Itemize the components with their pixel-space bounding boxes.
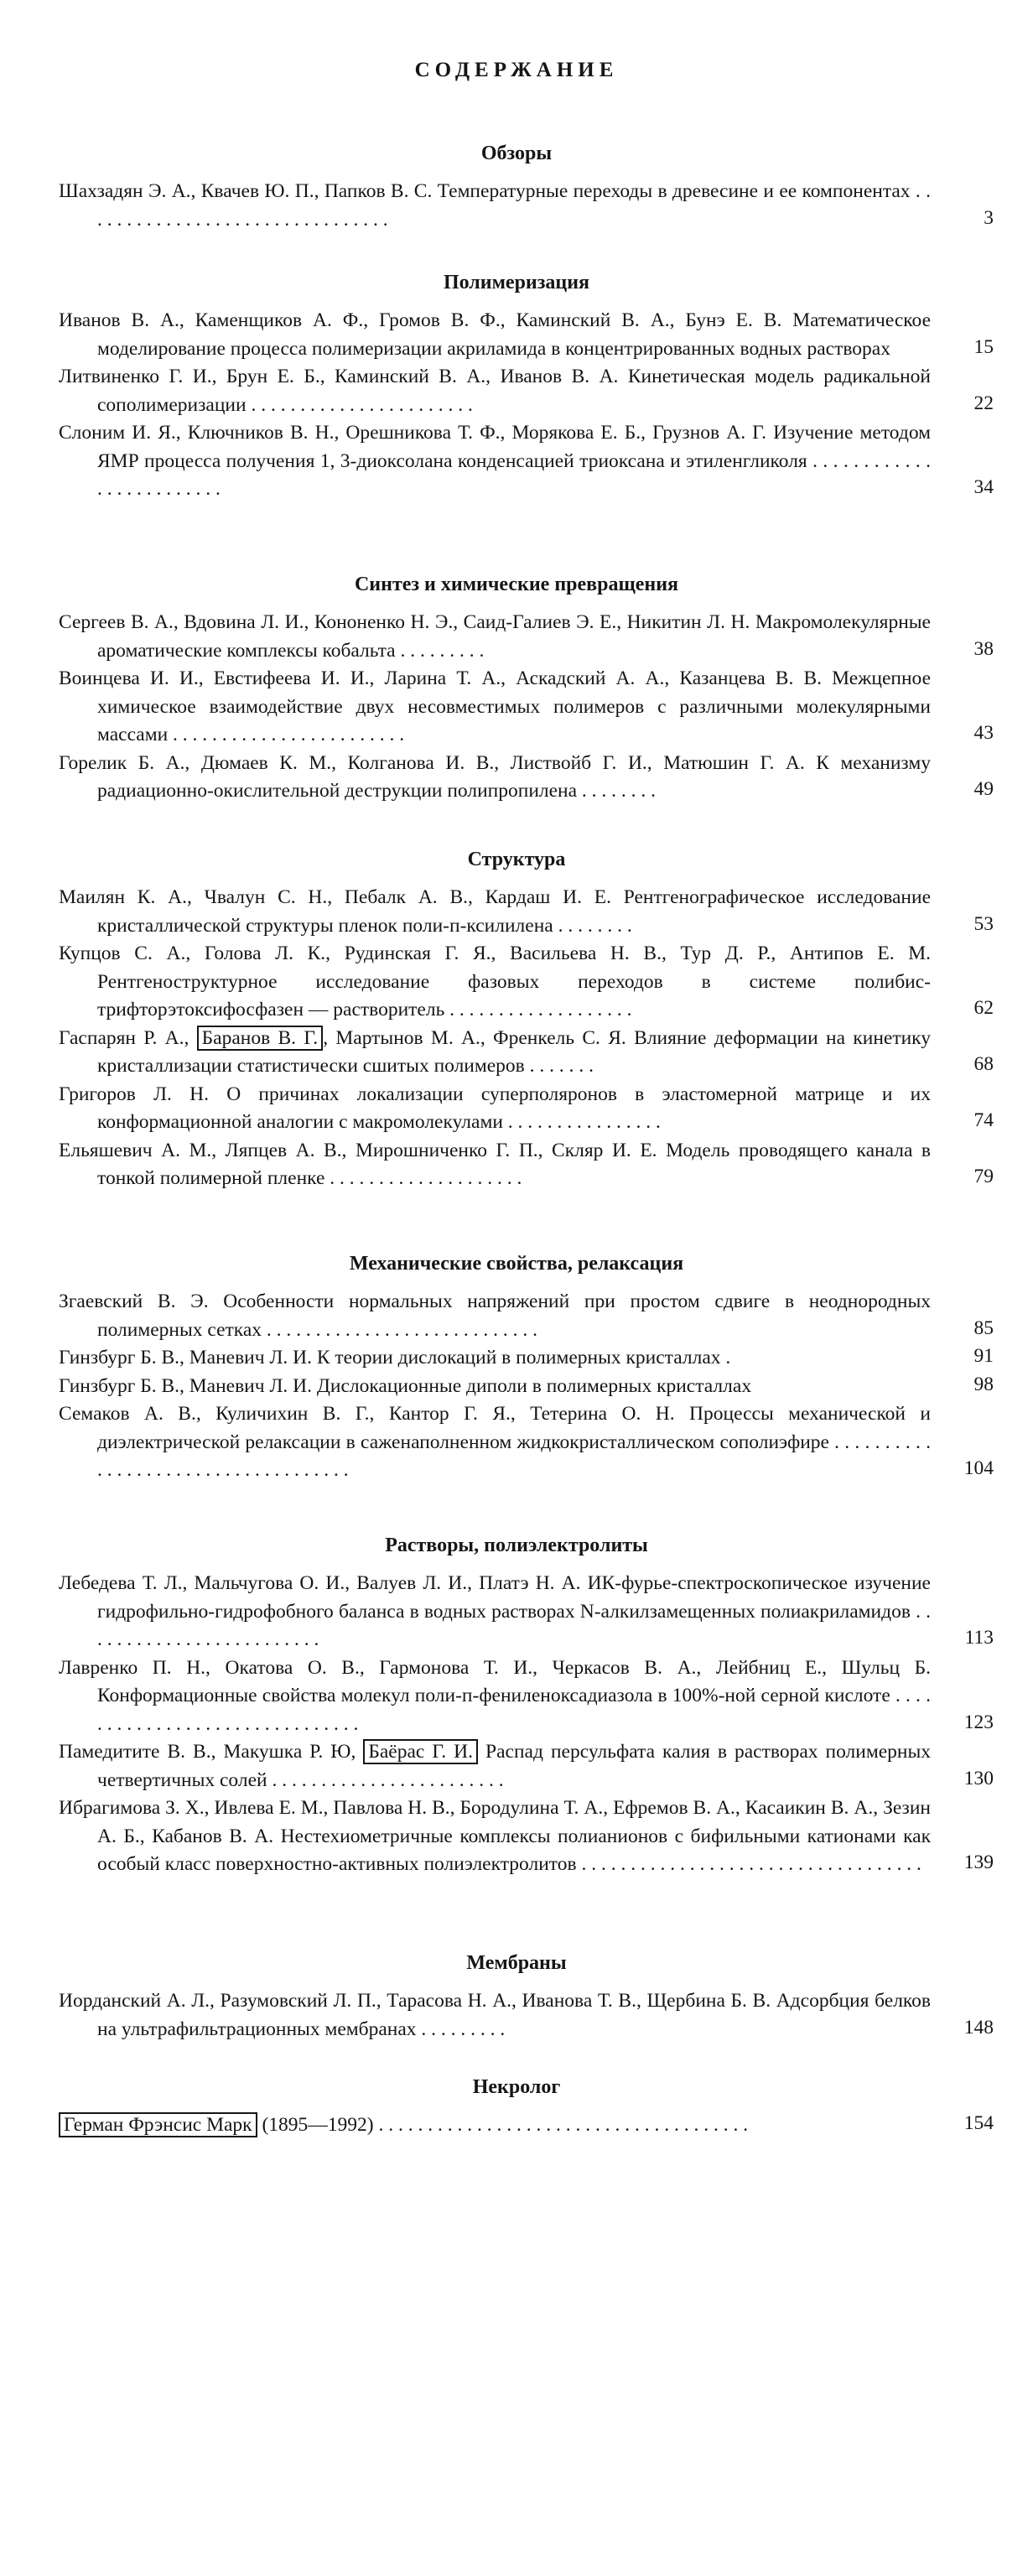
entry-text xyxy=(59,307,931,363)
toc-section xyxy=(0,1950,1033,2044)
toc-entry[interactable] xyxy=(59,940,994,1025)
entry-authors-prefix: Гаспарян Р. А., xyxy=(59,1026,197,1049)
section-title: Синтез и химические превращения xyxy=(354,574,679,595)
toc-entry[interactable] xyxy=(59,1570,994,1654)
entry-text xyxy=(59,419,931,504)
entry-title: Слоним И. Я., Ключников В. Н., Орешникова Т. Ф., Морякова Е. Б., Грузнов А. Г. Изучение методом ЯМР процесса получения 1, 3-диоксолана конденсацией триоксана и этиленгликоля . . . . . . . . . . . . . . . . . . . . . . . . . xyxy=(59,422,931,500)
toc-entry[interactable] xyxy=(59,1400,994,1485)
entry-text xyxy=(59,1794,931,1879)
entry-page-number: 139 xyxy=(963,1852,994,1873)
toc-entry[interactable] xyxy=(59,419,994,504)
entry-page-number: 98 xyxy=(973,1373,994,1395)
section-title: Механические свойства, релаксация xyxy=(349,1253,684,1275)
entry-title: Литвиненко Г. И., Брун Е. Б., Каминский В. А., Иванов В. А. Кинетическая модель радикальной сополимеризации . . . . . . . . . . . . . . . . . . . . . . . xyxy=(59,366,931,416)
entry-title: Семаков А. В., Куличихин В. Г., Кантор Г. Я., Тетерина О. Н. Процессы механической и диэлектрической релаксации в саженаполненном жидкокристаллическом сополиэфире . . . . . . . . . . . . . . . . . . . . . . . . . . . . . . . . . . . . xyxy=(59,1403,931,1481)
entry-title: (1895—1992) . . . . . . . . . . . . . . . . . . . . . . . . . . . . . . . . . . . . . . xyxy=(257,2114,749,2136)
toc-entry[interactable] xyxy=(59,2111,994,2140)
section-title: Структура xyxy=(467,849,566,870)
boxed-name: Герман Фрэнсис Марк xyxy=(59,2112,257,2137)
entry-text xyxy=(59,1373,931,1401)
toc-entry[interactable] xyxy=(59,884,994,940)
entry-page-number: 3 xyxy=(984,206,994,229)
entry-title: Гинзбург Б. В., Маневич Л. И. К теории дислокаций в полимерных кристаллах . xyxy=(59,1347,731,1368)
toc-entry[interactable] xyxy=(59,1987,994,2044)
entry-page-number: 74 xyxy=(973,1109,994,1131)
toc-entry[interactable] xyxy=(59,1738,994,1794)
boxed-name: Баранов В. Г. xyxy=(197,1026,324,1051)
page-title: СОДЕРЖАНИЕ xyxy=(414,59,619,81)
entry-title: Воинцева И. И., Евстифеева И. И., Ларина Т. А., Аскадский А. А., Казанцева В. В. Межцепное химическое взаимодействие двух несовместимых полимеров с различными молекулярными массами . . . . . . . . . . . . . . . . . . . . . . . . xyxy=(59,667,931,745)
section-title: Мембраны xyxy=(466,1952,567,1974)
entry-page-number: 34 xyxy=(973,476,994,498)
entry-page-number: 154 xyxy=(963,2112,994,2134)
boxed-name: Баёрас Г. И. xyxy=(363,1739,478,1764)
entry-title: Лавренко П. Н., Окатова О. В., Гармонова Т. И., Черкасов В. А., Лейбниц Е., Шульц Б. Конформационные свойства молекул поли-п-фениленоксадиазола в 100%-ной серной кислоте . . . . . . . . . . . . . . . . . . . . . . . . . . . . . . . xyxy=(59,1656,931,1735)
entry-text xyxy=(59,609,931,665)
entry-title: Распад персульфата калия в растворах полимерных четвертичных солей . . . . . . . . . . . . . . . . . . . . . . . . xyxy=(97,1741,932,1791)
entry-authors-prefix: Памедитите В. В., Макушка Р. Ю, xyxy=(59,1741,364,1763)
toc-entry[interactable] xyxy=(59,1137,994,1193)
section-title: Некролог xyxy=(472,2076,561,2098)
entry-text xyxy=(59,1344,931,1373)
toc-entry[interactable] xyxy=(59,665,994,750)
entry-page-number: 15 xyxy=(973,335,994,358)
entry-title: Маилян К. А., Чвалун С. Н., Пебалк А. В., Кардаш И. Е. Рентгенографическое исследование кристаллической структуры пленок поли-п-ксилилена . . . . . . . . xyxy=(59,886,931,937)
entry-page-number: 130 xyxy=(963,1767,994,1789)
entry-text xyxy=(59,1288,931,1344)
entry-title: Купцов С. А., Голова Л. К., Рудинская Г. Я., Васильева Н. В., Тур Д. Р., Антипов Е. М. Рентгеноструктурное исследование фазовых переходов в системе полибис-трифторэтоксифосфазен — растворитель . . . . . . . . . . . . . . . . . . . xyxy=(59,943,931,1021)
entry-text xyxy=(59,1400,931,1485)
toc-section xyxy=(0,572,1033,806)
entry-page-number: 49 xyxy=(973,778,994,800)
toc-section xyxy=(0,2075,1033,2140)
entry-page-number: 38 xyxy=(973,637,994,660)
entry-title: Иванов В. А., Каменщиков А. Ф., Громов В. Ф., Каминский В. А., Бунэ Е. В. Математическое моделирование процесса полимеризации акриламида в концентрированных водных растворах xyxy=(59,309,931,360)
toc-section xyxy=(0,1533,1033,1879)
entry-page-number: 62 xyxy=(973,997,994,1019)
toc-entry[interactable] xyxy=(59,178,994,234)
toc-entry[interactable] xyxy=(59,609,994,665)
entry-page-number: 123 xyxy=(963,1711,994,1733)
entry-page-number: 68 xyxy=(973,1053,994,1075)
entry-text xyxy=(59,2111,931,2140)
entry-title: Горелик Б. А., Дюмаев К. М., Колганова И. В., Листвойб Г. И., Матюшин Г. А. К механизму радиационно-окислительной деструкции полипропилена . . . . . . . . xyxy=(59,751,931,802)
toc-entry[interactable] xyxy=(59,1025,994,1081)
toc-entry[interactable] xyxy=(59,363,994,419)
section-title: Обзоры xyxy=(480,143,553,164)
entry-page-number: 104 xyxy=(963,1457,994,1479)
entry-title: Григоров Л. Н. О причинах локализации суперполяронов в эластомерной матрице и их конформационной аналогии с макромолекулами . . . . . . . . . . . . . . . . xyxy=(59,1083,931,1133)
entry-title: Гинзбург Б. В., Маневич Л. И. Дислокационные диполи в полимерных кристаллах xyxy=(59,1374,752,1397)
entry-title: Иорданский А. Л., Разумовский Л. П., Тарасова Н. А., Иванова Т. В., Щербина Б. В. Адсорбция белков на ультрафильтрационных мембранах . . . . . . . . . xyxy=(59,1990,931,2040)
section-title: Полимеризация xyxy=(443,272,590,293)
entry-text xyxy=(59,1570,931,1654)
toc-entry[interactable] xyxy=(59,1794,994,1879)
toc-entry[interactable] xyxy=(59,1288,994,1344)
entry-title: Ельяшевич А. М., Ляпцев А. В., Мирошниченко Г. П., Скляр И. Е. Модель проводящего канала в тонкой полимерной пленке . . . . . . . . . . . . . . . . . . . . xyxy=(59,1139,931,1189)
toc-entry[interactable] xyxy=(59,1081,994,1137)
entry-title: Ибрагимова З. Х., Ивлева Е. М., Павлова Н. В., Бородулина Т. А., Ефремов В. А., Касаикин В. А., Зезин А. Б., Кабанов В. А. Нестехиометричные комплексы полианионов с бифильными катионами как особый класс поверхностно-активных полиэлектролитов . . . . . . . . . . . . . . . . . . . . . . . . . . . . . . . . . . . xyxy=(59,1797,931,1875)
entry-text xyxy=(59,1987,931,2044)
entry-text xyxy=(59,363,931,419)
entry-title: Лебедева Т. Л., Мальчугова О. И., Валуев Л. И., Платэ Н. А. ИК-фурье-спектроскопическое изучение гидрофильно-гидрофобного баланса в водных растворах N-алкилзамещенных полиакриламидов . . . . . . . . . . . . . . . . . . . . . . . . . xyxy=(59,1572,931,1650)
toc-section xyxy=(0,847,1033,1193)
entry-text xyxy=(59,1137,931,1193)
entry-title: Згаевский В. Э. Особенности нормальных напряжений при простом сдвиге в неоднородных полимерных сетках . . . . . . . . . . . . . . . . . . . . . . . . . . . . xyxy=(59,1291,931,1341)
entry-text xyxy=(59,178,931,234)
entry-text xyxy=(59,665,931,750)
toc-section xyxy=(0,141,1033,234)
toc-entry[interactable] xyxy=(59,750,994,806)
entry-page-number: 79 xyxy=(973,1166,994,1187)
entry-page-number: 43 xyxy=(973,722,994,744)
entry-page-number: 22 xyxy=(973,392,994,414)
entry-page-number: 148 xyxy=(963,2016,994,2038)
entry-page-number: 85 xyxy=(973,1317,994,1339)
section-title: Растворы, полиэлектролиты xyxy=(385,1535,648,1556)
entry-title: Сергеев В. А., Вдовина Л. И., Кононенко Н. Э., Саид-Галиев Э. Е., Никитин Л. Н. Макромолекулярные ароматические комплексы кобальта . . . . . . . . . xyxy=(59,611,931,662)
toc-entry[interactable] xyxy=(59,1654,994,1739)
entry-text xyxy=(59,1025,931,1081)
toc-entry[interactable] xyxy=(59,1344,994,1373)
toc-entry[interactable] xyxy=(59,1373,994,1401)
entry-page-number: 113 xyxy=(964,1627,994,1649)
entry-page-number: 53 xyxy=(973,912,994,935)
entry-text xyxy=(59,940,931,1025)
entry-text xyxy=(59,1738,931,1794)
entry-text xyxy=(59,1081,931,1137)
entry-title: , Мартынов М. А., Френкель С. Я. Влияние деформации на кинетику кристаллизации статистически сшитых полимеров . . . . . . . xyxy=(97,1026,932,1077)
entry-title: Шахзадян Э. А., Квачев Ю. П., Папков В. С. Температурные переходы в древесине и ее компонентах . . . . . . . . . . . . . . . . . . . . . . . . . . . . . . . . xyxy=(59,180,931,231)
entry-text xyxy=(59,1654,931,1739)
toc-section xyxy=(0,1251,1033,1485)
toc-entry[interactable] xyxy=(59,307,994,363)
entry-text xyxy=(59,884,931,940)
toc-section xyxy=(0,270,1033,504)
entry-text xyxy=(59,750,931,806)
entry-page-number: 91 xyxy=(973,1345,994,1367)
